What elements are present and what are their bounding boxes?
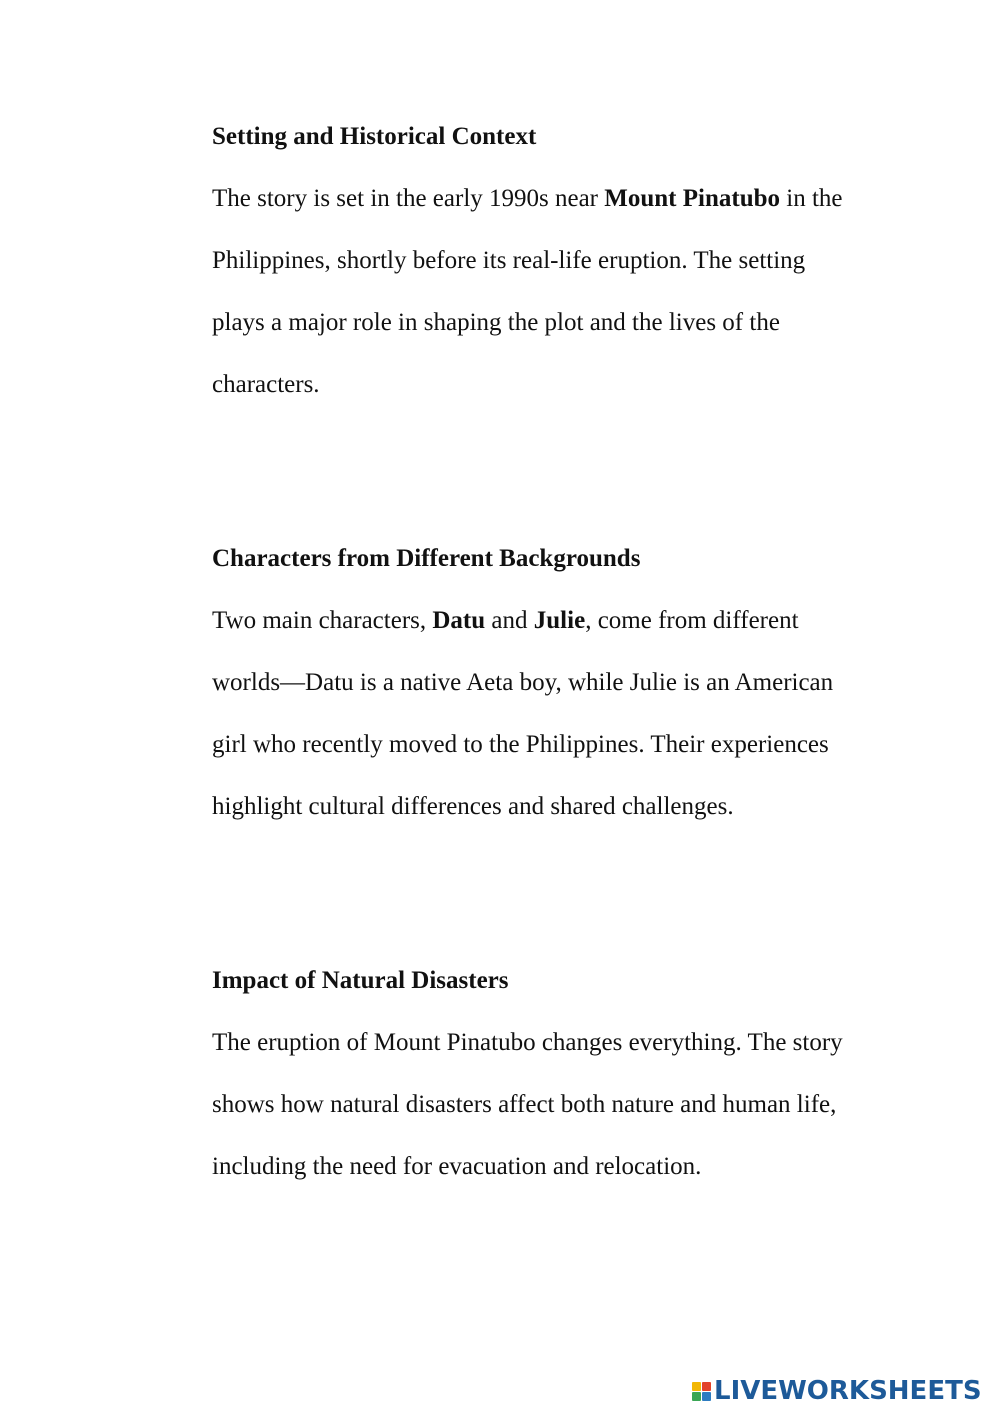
logo-square <box>702 1382 711 1391</box>
paragraph-line: characters. <box>212 371 320 398</box>
julie-bold: Julie <box>533 607 586 634</box>
logo-square <box>692 1392 701 1401</box>
paragraph-line: Two main characters, Datu and Julie, come from different <box>212 607 799 634</box>
liveworksheets-brand[interactable] <box>692 1374 982 1408</box>
section-heading: Setting and Historical Context <box>212 123 537 150</box>
logo-square <box>702 1392 711 1401</box>
paragraph-line: The eruption of Mount Pinatubo changes everything. The story <box>212 1029 843 1056</box>
paragraph-line: worlds—Datu is a native Aeta boy, while Julie is an American <box>212 669 834 696</box>
section-paragraph <box>212 1026 912 1212</box>
paragraph-line: The story is set in the early 1990s near Mount Pinatubo in the <box>212 185 843 212</box>
section-paragraph <box>212 182 912 430</box>
datu-bold: Datu <box>432 607 486 634</box>
section-paragraph <box>212 604 912 852</box>
liveworksheets-logo-icon <box>692 1382 711 1401</box>
paragraph-line: shows how natural disasters affect both nature and human life, <box>212 1091 837 1118</box>
section-characters <box>212 542 912 852</box>
paragraph-line: plays a major role in shaping the plot and the lives of the <box>212 309 780 336</box>
brand-name: LIVEWORKSHEETS <box>714 1376 982 1406</box>
section-heading: Impact of Natural Disasters <box>212 967 509 994</box>
mount-pinatubo-bold: Mount Pinatubo <box>604 185 780 212</box>
section-disasters <box>212 964 912 1212</box>
paragraph-line: Philippines, shortly before its real-life eruption. The setting <box>212 247 806 274</box>
logo-square <box>692 1382 701 1391</box>
paragraph-line: highlight cultural differences and shared challenges. <box>212 793 734 820</box>
paragraph-line: girl who recently moved to the Philippines. Their experiences <box>212 731 829 758</box>
paragraph-line: including the need for evacuation and relocation. <box>212 1153 702 1180</box>
section-setting <box>212 120 912 430</box>
section-heading: Characters from Different Backgrounds <box>212 545 641 572</box>
